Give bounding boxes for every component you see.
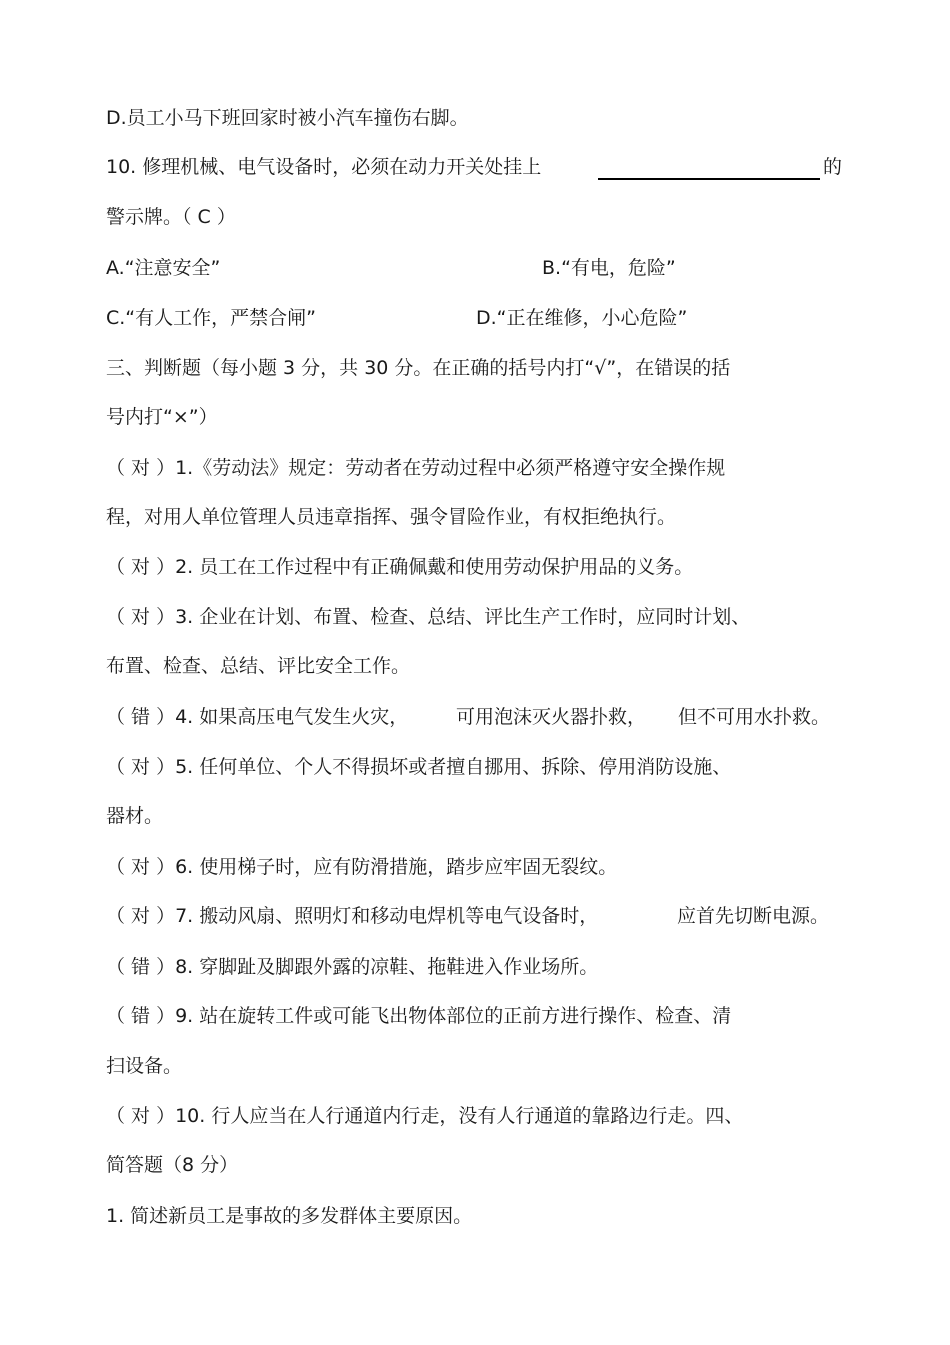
- q10-option-b: B.“有电，危险”: [542, 257, 676, 279]
- judge-item-5-line2: 器材。: [106, 805, 164, 827]
- judge-item-4-part3: 但不可用水扑救。: [678, 706, 831, 728]
- judge-item-9-line2: 扫设备。: [106, 1055, 183, 1077]
- judge-item-6: （ 对 ）6. 使用梯子时，应有防滑措施，踏步应牢固无裂纹。: [106, 856, 618, 878]
- judge-item-4-part1: （ 错 ）4. 如果高压电气发生火灾，: [106, 706, 409, 728]
- judge-item-8: （ 错 ）8. 穿脚趾及脚跟外露的凉鞋、拖鞋进入作业场所。: [106, 956, 599, 978]
- q10-answer-blank: [598, 178, 820, 180]
- judge-item-2: （ 对 ）2. 员工在工作过程中有正确佩戴和使用劳动保护用品的义务。: [106, 556, 694, 578]
- judge-item-7-part1: （ 对 ）7. 搬动风扇、照明灯和移动电焊机等电气设备时，: [106, 905, 599, 927]
- q10-stem-line2: 警示牌。（ C ）: [106, 206, 236, 228]
- judge-item-1-line2: 程，对用人单位管理人员违章指挥、强令冒险作业，有权拒绝执行。: [106, 506, 677, 528]
- q10-option-d: D.“正在维修，小心危险”: [476, 307, 688, 329]
- q10-option-a: A.“注意安全”: [106, 257, 221, 279]
- judge-item-7: [106, 902, 850, 930]
- q9-option-d: D.员工小马下班回家时被小汽车撞伤右脚。: [106, 107, 469, 129]
- section3-heading-line1: 三、判断题（每小题 3 分，共 30 分。在正确的括号内打“√”，在错误的括: [106, 357, 731, 379]
- judge-item-9-line1: （ 错 ）9. 站在旋转工件或可能飞出物体部位的正前方进行操作、检查、清: [106, 1005, 732, 1027]
- judge-item-3-line1: （ 对 ）3. 企业在计划、布置、检查、总结、评比生产工作时，应同时计划、: [106, 606, 751, 628]
- judge-item-7-part2: 应首先切断电源。: [677, 905, 830, 927]
- q10-options-row1: [106, 254, 850, 282]
- section3-heading-line2: 号内打“×”）: [106, 406, 218, 428]
- judge-item-5-line1: （ 对 ）5. 任何单位、个人不得损坏或者擅自挪用、拆除、停用消防设施、: [106, 756, 732, 778]
- q10-options-row2: [106, 304, 850, 332]
- section4-heading: 简答题（8 分）: [106, 1154, 239, 1176]
- q10-stem-line1: 10. 修理机械、电气设备时，必须在动力开关处挂上: [106, 156, 542, 178]
- judge-item-4-part2: 可用泡沫灭火器扑救，: [456, 706, 647, 728]
- judge-item-1-line1: （ 对 ）1.《劳动法》规定：劳动者在劳动过程中必须严格遵守安全操作规: [106, 457, 726, 479]
- section4-question-1: 1. 简述新员工是事故的多发群体主要原因。: [106, 1205, 473, 1227]
- judge-item-3-line2: 布置、检查、总结、评比安全工作。: [106, 655, 411, 677]
- q10-option-c: C.“有人工作，严禁合闸”: [106, 307, 316, 329]
- judge-item-4: [106, 703, 850, 731]
- judge-item-10-line1: （ 对 ）10. 行人应当在人行通道内行走，没有人行通道的靠路边行走。四、: [106, 1105, 744, 1127]
- q10-stem-suffix: 的: [823, 156, 843, 178]
